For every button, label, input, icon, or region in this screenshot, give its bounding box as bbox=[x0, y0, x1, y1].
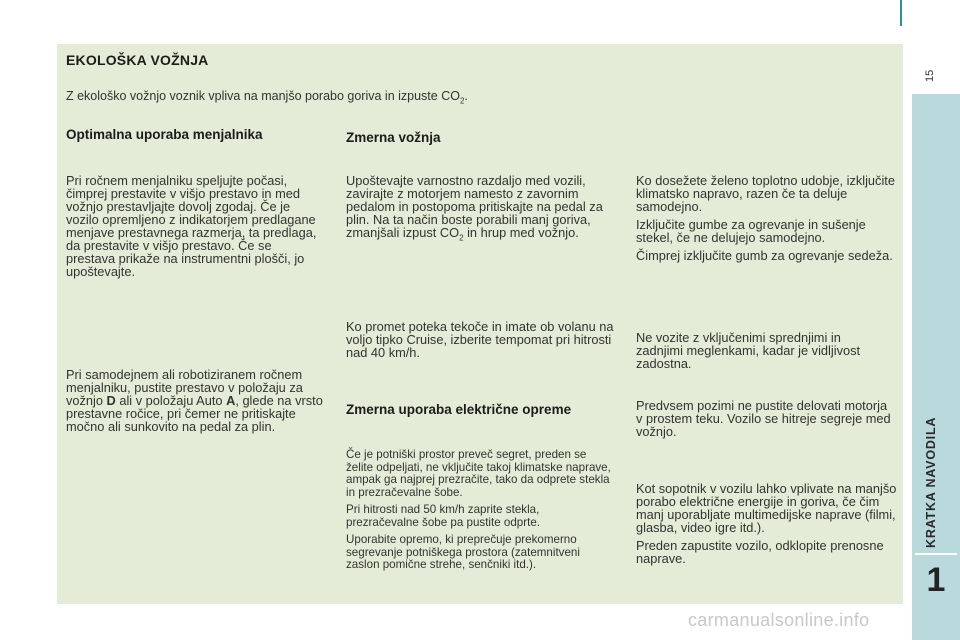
page-number: 15 bbox=[924, 69, 936, 82]
paragraph-safe-distance: Upoštevajte varnostno razdaljo med vozili, zavirajte z motorjem namesto z zavornim pedalom in postopoma pritiskajte na pedal za plin. Na ta način boste porabili manj goriva, zmanjšali izpust $CO_2$ in hrup med vožnjo. bbox=[346, 173, 603, 243]
paragraph-air-conditioning: Ko dosežete želeno toplotno udobje, izključite klimatsko napravo, razen če ta deluje samodejno. bbox=[636, 173, 895, 214]
paragraph-multimedia: Kot sopotnik v vozilu lahko vplivate na manjšo porabo električne energije in goriva, če čim manj uporabljate multimedijske naprave (filmi, glasba, video igre itd.). bbox=[636, 481, 897, 535]
climate-tips bbox=[636, 174, 898, 262]
heading-gearbox: Optimalna uporaba menjalnika bbox=[66, 127, 263, 142]
heading-moderate-driving: Zmerna vožnja bbox=[346, 130, 441, 145]
chapter-label: KRATKA NAVODILA bbox=[924, 416, 938, 548]
intro-text: Z ekološko vožnjo voznik vpliva na manjšo porabo goriva in izpuste $CO_2$. bbox=[66, 89, 468, 106]
chapter-number: 1 bbox=[926, 561, 946, 599]
paragraph-portable-devices: Preden zapustite vozilo, odklopite prenosne naprave. bbox=[636, 538, 884, 566]
chapter-divider bbox=[915, 553, 957, 555]
paragraph-fog-lamps: Ne vozite z vključenimi sprednjimi in zadnjimi meglenkami, kadar je vidljivost zadostna. bbox=[636, 330, 861, 371]
multimedia-tips bbox=[636, 482, 898, 565]
paragraph-automatic-gearbox: Pri samodejnem ali robotiziranem ročnem menjalniku, pustite prestavo v položaju za vožnjo D ali v položaju Auto A, glede na vrsto prestavne ročice, pri čemer ne pritiskajte močno ali sunkovito na pedal za plin. bbox=[66, 367, 323, 434]
paragraph-sunblind: Uporabite opremo, ki preprečuje prekomerno segrevanje potniškega prostora (zatemnitveni zaslon pomične strehe, senčniki itd.). bbox=[346, 533, 580, 571]
top-rule bbox=[900, 0, 902, 26]
paragraph-close-windows: Pri hitrosti nad 50 km/h zaprite stekla, prezračevalne šobe pa pustite odprte. bbox=[346, 503, 540, 529]
paragraph-demisting: Izključite gumbe za ogrevanje in sušenje stekel, če ne delujejo samodejno. bbox=[636, 217, 866, 245]
paragraph-idling: Predvsem pozimi ne pustite delovati motorja v prostem teku. Vozilo se hitreje segreje med vožnjo. bbox=[636, 398, 891, 439]
page-title: EKOLOŠKA VOŽNJA bbox=[66, 52, 209, 68]
paragraph-ventilate: Če je potniški prostor preveč segret, preden se želite odpeljati, ne vključite takoj klimatske naprave, ampak ga najprej prezračite, tako da odprete stekla in prezračevalne šobe. bbox=[346, 448, 611, 499]
electrical-tips bbox=[346, 449, 614, 572]
chapter-tab bbox=[912, 94, 960, 640]
watermark: carmanualsonline.info bbox=[688, 610, 870, 630]
paragraph-seat-heating: Čimprej izključite gumb za ogrevanje sedeža. bbox=[636, 248, 893, 263]
heading-electrical-equipment: Zmerna uporaba električne opreme bbox=[346, 402, 572, 417]
paragraph-manual-gearbox: Pri ročnem menjalniku speljujte počasi, čimprej prestavite v višjo prestavo in med vožnjo prestavljajte dovolj zgodaj. Če je vozilo opremljeno z indikatorjem predlagane menjave prestavnega razmerja, ta predlaga, da prestavite v višjo prestavo. Če se prestava prikaže na instrumentni plošči, jo upoštevajte. bbox=[66, 173, 317, 279]
paragraph-cruise-control: Ko promet poteka tekoče in imate ob volanu na voljo tipko Cruise, izberite tempomat pri hitrosti nad 40 km/h. bbox=[346, 319, 614, 360]
